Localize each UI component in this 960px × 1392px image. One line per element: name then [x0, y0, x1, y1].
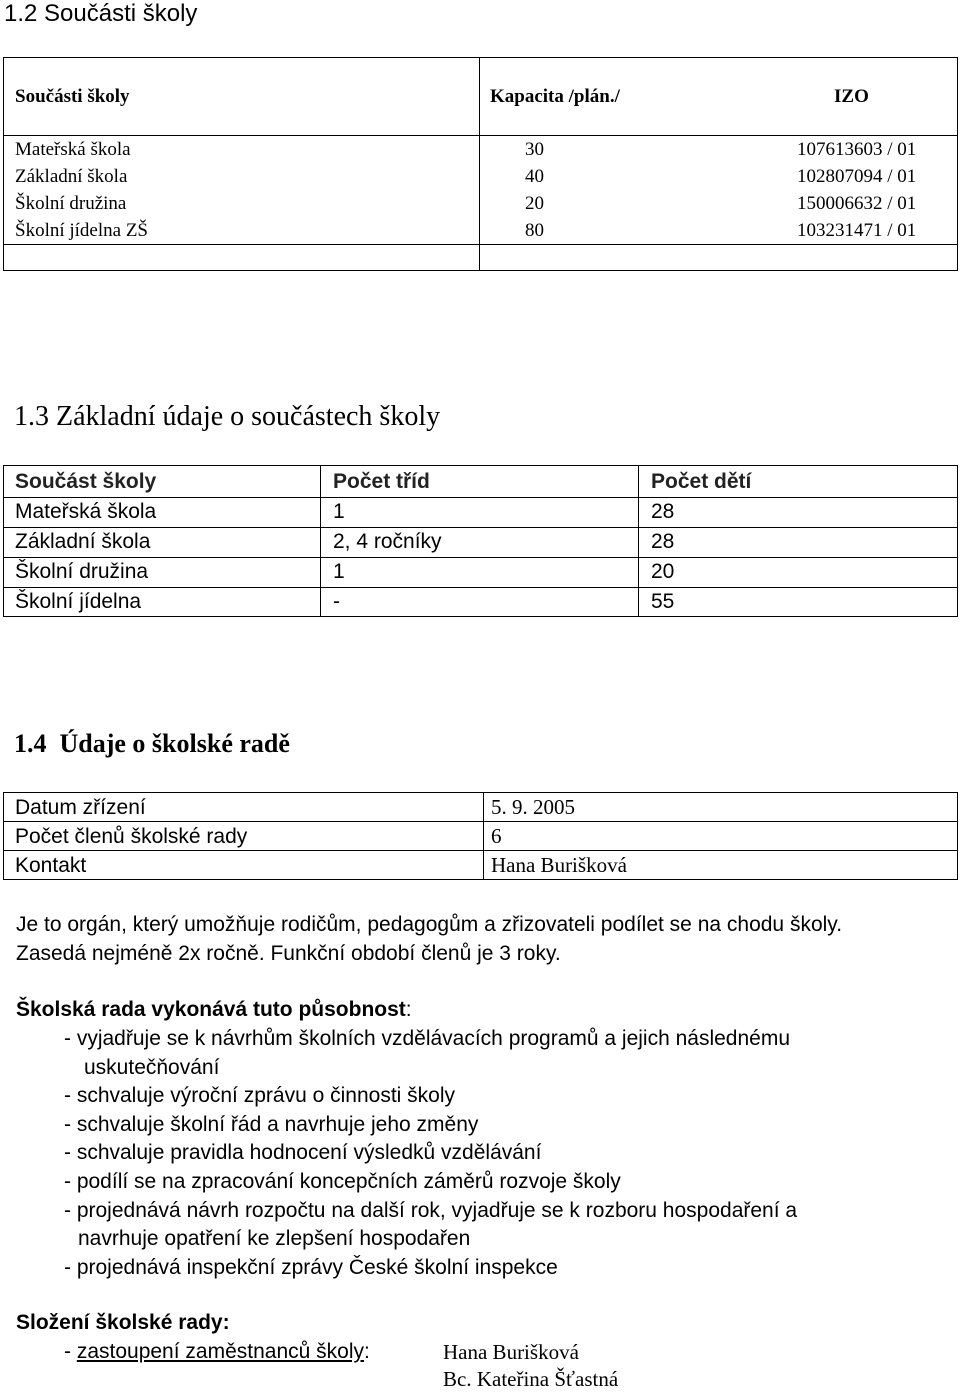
cell-name: Základní škola — [15, 166, 128, 187]
header-children: Počet dětí — [651, 470, 752, 493]
powers-heading — [16, 996, 412, 1024]
board-description-line2: Zasedá nejméně 2x ročně. Funkční období členů je 3 roky. — [16, 942, 561, 965]
board-description-line1: Je to orgán, který umožňuje rodičům, pedagogům a zřizovateli podílet se na chodu školy. — [16, 913, 843, 936]
cell-name: Školní jídelna ZŠ — [15, 220, 148, 241]
list-item: - schvaluje pravidla hodnocení výsledků vzdělávání — [64, 1141, 542, 1165]
composition-dash: - — [64, 1340, 77, 1363]
cell-classes: 2, 4 ročníky — [333, 530, 442, 553]
composition-colon: : — [364, 1340, 370, 1363]
list-item-continuation: uskutečňování — [84, 1055, 220, 1079]
powers-heading-text: Školská rada vykonává tuto působnost — [16, 998, 406, 1021]
header-part: Součást školy — [15, 470, 157, 493]
cell-value: Hana Burišková — [491, 853, 627, 877]
powers-heading-colon: : — [405, 998, 412, 1021]
cell-capacity: 30 — [525, 139, 544, 160]
list-item: - podílí se na zpracování koncepčních záměrů rozvoje školy — [64, 1169, 621, 1193]
cell-part: Základní škola — [15, 530, 151, 553]
header-school-parts: Součásti školy — [15, 86, 130, 107]
section-13-title: 1.3 Základní údaje o součástech školy — [14, 401, 441, 432]
composition-heading: Složení školské rady: — [16, 1311, 230, 1334]
cell-capacity: 20 — [525, 193, 544, 214]
cell-children: 20 — [651, 560, 675, 583]
header-capacity: Kapacita /plán./ — [490, 86, 620, 107]
cell-children: 55 — [651, 590, 675, 613]
header-izo: IZO — [834, 86, 869, 107]
cell-label: Datum zřízení — [15, 796, 146, 819]
cell-classes: 1 — [333, 500, 345, 523]
table-divider — [320, 465, 321, 617]
cell-izo: 150006632 / 01 — [797, 193, 917, 214]
cell-children: 28 — [651, 500, 675, 523]
list-item: - schvaluje výroční zprávu o činnosti školy — [64, 1084, 455, 1108]
table-divider — [479, 57, 480, 271]
cell-name: Školní družina — [15, 193, 127, 214]
section-12-title: 1.2 Součásti školy — [4, 0, 198, 27]
table-divider — [483, 792, 484, 880]
cell-classes: 1 — [333, 560, 345, 583]
table-divider — [3, 244, 958, 245]
cell-children: 28 — [651, 530, 675, 553]
cell-capacity: 80 — [525, 220, 544, 241]
list-item: - projednává návrh rozpočtu na další rok, vyjadřuje se k rozboru hospodaření a — [64, 1198, 798, 1222]
powers-list — [64, 1025, 797, 1282]
header-classes: Počet tříd — [333, 470, 430, 493]
cell-izo: 103231471 / 01 — [797, 220, 917, 241]
cell-classes: - — [333, 590, 340, 613]
list-item: - vyjadřuje se k návrhům školních vzdělávacích programů a jejich následnému — [64, 1027, 791, 1050]
table-divider — [638, 465, 639, 617]
cell-capacity: 40 — [525, 166, 544, 187]
cell-part: Mateřská škola — [15, 500, 157, 523]
table-divider — [3, 587, 958, 588]
composition-label: zastoupení zaměstnanců školy — [76, 1340, 364, 1363]
list-item: - schvaluje školní řád a navrhuje jeho změny — [64, 1112, 479, 1136]
composition-name: Bc. Kateřina Šťastná — [443, 1367, 619, 1391]
cell-value: 6 — [491, 824, 502, 848]
section-14-title: 1.4 Údaje o školské radě — [14, 729, 290, 758]
cell-part: Školní jídelna — [15, 590, 142, 613]
cell-label: Počet členů školské rady — [15, 825, 248, 848]
list-item-continuation: navrhuje opatření ke zlepšení hospodařen — [78, 1227, 471, 1251]
cell-izo: 102807094 / 01 — [797, 166, 917, 187]
cell-part: Školní družina — [15, 560, 149, 583]
composition-item — [64, 1338, 370, 1366]
cell-label: Kontakt — [15, 854, 87, 877]
list-item: - projednává inspekční zprávy České školní inspekce — [64, 1255, 558, 1279]
composition-name: Hana Burišková — [443, 1340, 579, 1364]
cell-name: Mateřská škola — [15, 139, 131, 160]
cell-izo: 107613603 / 01 — [797, 139, 917, 160]
cell-value: 5. 9. 2005 — [491, 795, 575, 819]
